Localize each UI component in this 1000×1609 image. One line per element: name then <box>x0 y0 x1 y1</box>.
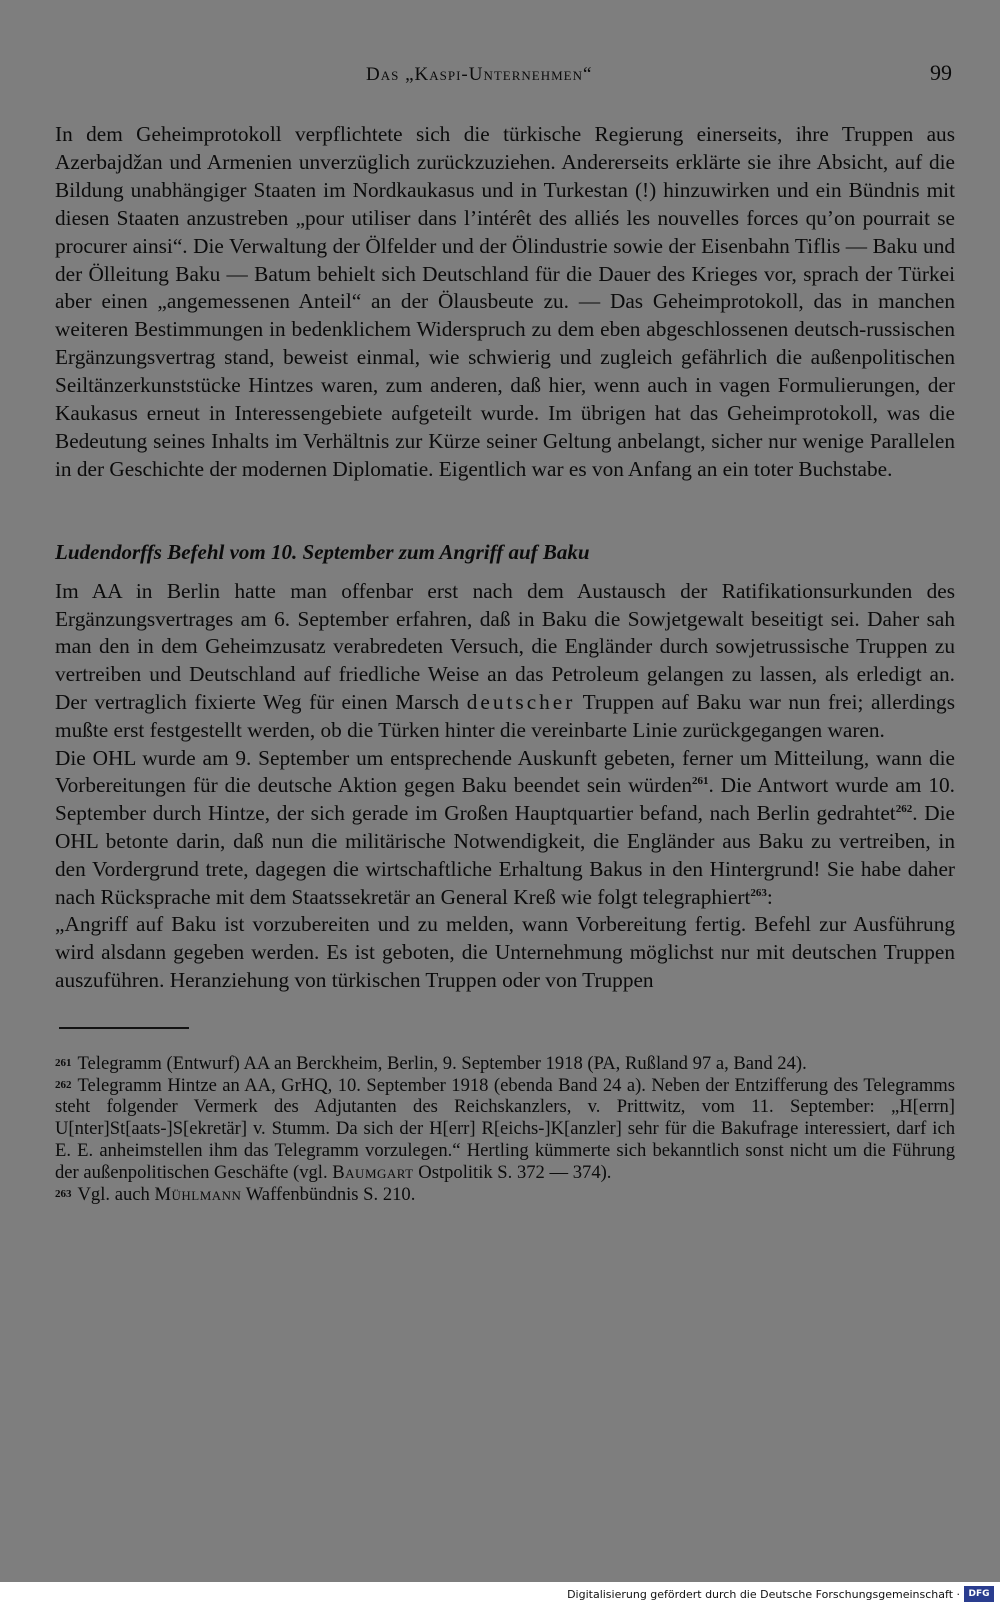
running-title: Das „Kaspi-Unternehmen“ <box>366 64 593 85</box>
footnote-263 <box>55 1184 955 1206</box>
section-heading: Ludendorffs Befehl vom 10. September zum Angriff auf Baku <box>55 539 590 564</box>
section-body <box>55 578 955 995</box>
footnote-text: Ostpolitik S. 372 — 374). <box>413 1161 612 1183</box>
paragraph-aa-berlin <box>55 578 955 745</box>
footnote-ref-261[interactable]: 261 <box>692 775 709 788</box>
footnote-number: 262 <box>55 1078 72 1091</box>
footnote-text: Waffenbündnis S. 210. <box>241 1183 416 1205</box>
paragraph-text: . Die OHL betonte darin, daß nun die militärische Notwendigkeit, die Engländer aus Baku zu vertreiben, in den Vordergrund trete, dagegen die wirtschaftliche Erhaltung Bakus in den Hintergrund! Sie habe daher nach Rücksprache mit dem Staatssekretär an General Kreß wie folgt telegraphiert <box>55 801 955 909</box>
paragraph-ohl <box>55 745 955 912</box>
author-name: Baumgart <box>332 1161 414 1183</box>
credit-text: Digitalisierung gefördert durch die Deutsche Forschungsgemeinschaft · <box>567 1588 960 1601</box>
footnote-ref-263[interactable]: 263 <box>750 886 767 899</box>
paragraph-text: . Die Antwort wurde am 10. September durch Hintze, der sich gerade im Großen Hauptquartier befand, nach Berlin gedrahtet <box>55 773 955 826</box>
footnotes <box>55 1053 955 1206</box>
footnote-divider <box>59 1027 189 1029</box>
paragraph-text: Truppen auf Baku war nun frei; allerdings mußte erst festgestellt werden, ob die Türken hinter die vereinbarte Linie zurückgegangen waren. <box>55 689 955 742</box>
digitization-credit-bar <box>0 1582 1000 1609</box>
spaced-emphasis: deutscher <box>466 689 576 714</box>
footnote-text: Telegramm Hintze an AA, GrHQ, 10. September 1918 (ebenda Band 24 a). Neben der Entzifferung des Telegramms steht folgender Vermerk des Adjutanten des Reichskanzlers, v. Prittwitz, vom 11. September: „H[errn] U[nter]St[aats-]S[ekretär] v. Stumm. Da sich der H[err] R[eichs-]K[anzler] sehr für die Bakufrage interessiert, darf ich E. E. anheimstellen ihm das Telegramm vorzulegen.“ Hertling kümmerte sich bekanntlich sonst nicht um die Führung der außenpolitischen Geschäfte (vgl. <box>55 1074 955 1183</box>
block-quote: „Angriff auf Baku ist vorzubereiten und zu melden, wann Vorbereitung fertig. Befehl zur Ausführung wird alsdann gegeben werden. Es ist geboten, die Unternehmung möglichst nur mit deutschen Truppen auszuführen. Heranziehung von türkischen Truppen oder von Truppen <box>55 912 955 992</box>
footnote-text: Telegramm (Entwurf) AA an Berckheim, Berlin, 9. September 1918 (PA, Rußland 97 a, Band 24). <box>77 1052 807 1074</box>
page-number: 99 <box>930 60 952 85</box>
paragraph-text: Im AA in Berlin hatte man offenbar erst nach dem Austausch der Ratifikationsurkunden des Ergänzungsvertrages am 6. September erfahren, daß in Baku die Sowjetgewalt beseitigt sei. Daher sah man den in dem Geheimzusatz verabredeten Versuch, die Engländer durch sowjetrussische Truppen zu vertreiben und Deutschland auf friedliche Weise an das Petroleum gelangen zu lassen, als erledigt an. Der vertraglich fixierte Weg für einen Marsch <box>55 578 955 714</box>
footnote-262 <box>55 1075 955 1184</box>
footnote-number: 261 <box>55 1056 72 1069</box>
footnote-ref-262[interactable]: 262 <box>895 803 913 816</box>
paragraph-geheimprotokoll: In dem Geheimprotokoll verpflichtete sich die türkische Regierung einerseits, ihre Truppen aus Azerbajdžan und Armenien unverzüglich zurückzuziehen. Andererseits erklärte sie ihre Absicht, auf die Bildung unabhängiger Staaten im Nordkaukasus und in Turkestan (!) hinzuwirken und ein Bündnis mit diesen Staaten anzustreben „pour utiliser dans l’intérêt des alliés les nouvelles forces qu’on pourrait se procurer ainsi“. Die Verwaltung der Ölfelder und der Ölindustrie sowie der Eisenbahn Tiflis — Baku und der Ölleitung Baku — Batum behielt sich Deutschland für die Dauer des Krieges vor, sprach der Türkei aber einen „angemessenen Anteil“ an der Ölausbeute zu. — Das Geheimprotokoll, das in manchen weiteren Bestimmungen in bedenklichem Widerspruch zu dem eben abgeschlossenen deutsch-russischen Ergänzungsvertrag stand, beweist einmal, wie schwierig und zugleich gefährlich die außenpolitischen Seiltänzerkunststücke Hintzes waren, zum anderen, daß hier, wenn auch in vagen Formulierungen, der Kaukasus erneut in Interessengebiete aufgeteilt wurde. Im übrigen hat das Geheimprotokoll, was die Bedeutung seines Inhalts im Verhältnis zur Kürze seiner Geltung anbelangt, sicher nur wenige Parallelen in der Geschichte der modernen Diplomatie. Eigentlich war es von Anfang an ein toter Buchstabe. <box>55 122 955 481</box>
paragraph-text: : <box>766 884 773 909</box>
body-text <box>55 121 955 484</box>
paragraph-text: Die OHL wurde am 9. September um entsprechende Auskunft gebeten, ferner um Mitteilung, wann die Vorbereitungen für die deutsche Aktion gegen Baku beendet sein würden <box>55 745 955 798</box>
footnote-261 <box>55 1053 955 1075</box>
footnote-number: 263 <box>55 1187 72 1200</box>
running-head <box>0 60 1000 92</box>
footnote-text: Vgl. auch <box>77 1183 155 1205</box>
dfg-logo-icon: DFG <box>964 1586 994 1602</box>
page-content <box>55 121 955 1205</box>
author-name: Mühlmann <box>154 1183 242 1205</box>
